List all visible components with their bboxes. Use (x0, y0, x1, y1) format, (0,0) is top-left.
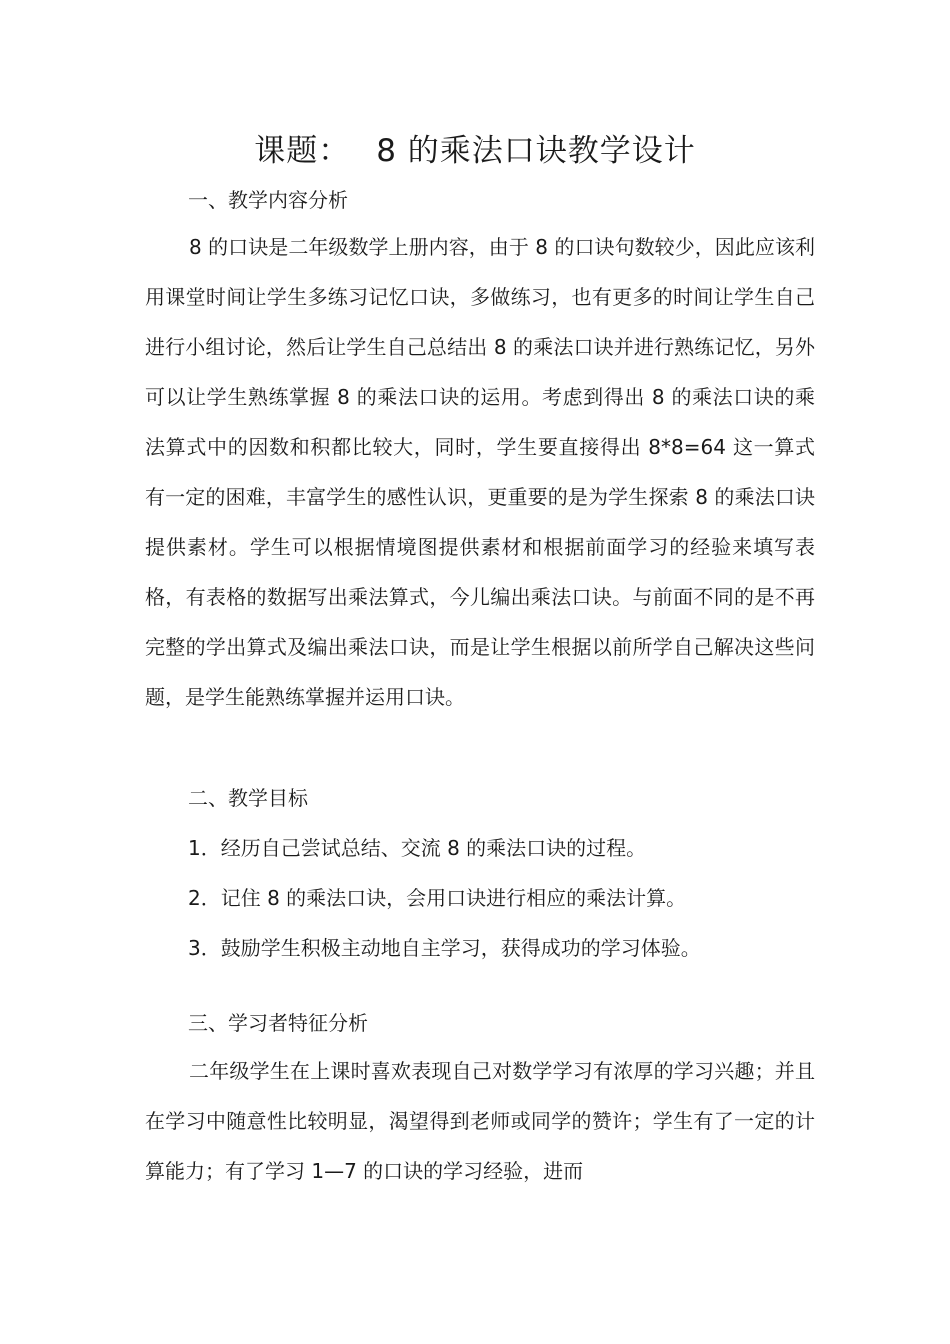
goal-item-3: 3．鼓励学生积极主动地自主学习，获得成功的学习体验。 (188, 936, 701, 960)
section-heading-teaching-goals: 二、教学目标 (188, 786, 308, 810)
document-title (0, 128, 950, 174)
section-heading-content-analysis: 一、教学内容分析 (188, 188, 348, 212)
paragraph-content-analysis: 8 的口诀是二年级数学上册内容，由于 8 的口诀句数较少，因此应该利用课堂时间让学生多练习记忆口诀，多做练习，也有更多的时间让学生自己进行小组讨论，然后让学生自己总结出 8 的乘法口诀并进行熟练记忆，另外可以让学生熟练掌握 8 的乘法口诀的运用。考虑到得出 8 的乘法口诀的乘法算式中的因数和积都比较大，同时，学生要直接得出 8*8=64 这一算式有一定的困难，丰富学生的感性认识，更重要的是为学生探索 8 的乘法口诀提供素材。学生可以根据情境图提供素材和根据前面学习的经验来填写表格，有表格的数据写出乘法算式，今儿编出乘法口诀。与前面不同的是不再完整的学出算式及编出乘法口诀，而是让学生根据以前所学自己解决这些问题，是学生能熟练掌握并运用口诀。 (145, 235, 815, 709)
goal-item-1: 1．经历自己尝试总结、交流 8 的乘法口诀的过程。 (188, 836, 647, 860)
paragraph-learner-analysis: 二年级学生在上课时喜欢表现自己对数学学习有浓厚的学习兴趣；并且在学习中随意性比较明显，渴望得到老师或同学的赞许；学生有了一定的计算能力；有了学习 1—7 的口诀的学习经验，进而 (145, 1059, 815, 1183)
title-main: 8 的乘法口诀教学设计 (376, 133, 696, 169)
goal-item-2: 2．记住 8 的乘法口诀，会用口诀进行相应的乘法计算。 (188, 886, 687, 910)
section-heading-learner-analysis: 三、学习者特征分析 (188, 1011, 368, 1035)
title-prefix: 课题： (254, 133, 351, 169)
